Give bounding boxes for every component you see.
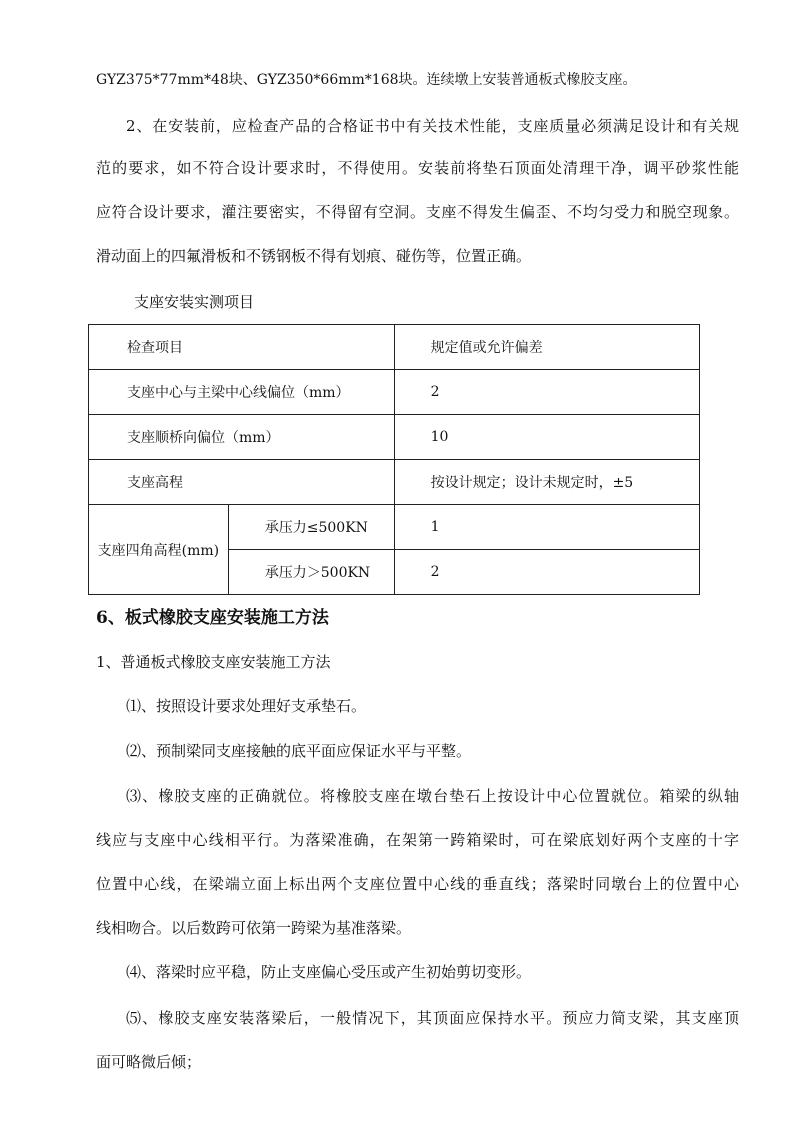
sub-value: 1 [394, 505, 699, 550]
table-row [89, 460, 700, 505]
header-item: 检查项目 [89, 325, 395, 370]
step-3-line-3: 位置中心线，在梁端立面上标出两个支座位置中心线的垂直线；落梁时同墩台上的位置中心 [96, 875, 739, 893]
row-value: 按设计规定；设计未规定时，±5 [394, 460, 699, 505]
row-value: 2 [394, 370, 699, 415]
row-item: 支座顺桥向偏位（mm） [89, 415, 395, 460]
sub-value: 2 [394, 550, 699, 595]
step-3-line-2: 线应与支座中心线相平行。为落梁准确，在架第一跨箱梁时，可在梁底划好两个支座的十字 [96, 831, 739, 849]
step-1: ⑴、按照设计要求处理好支承垫石。 [126, 697, 367, 715]
table-row [89, 370, 700, 415]
para2-line-1: 2、在安装前，应检查产品的合格证书中有关技术性能，支座质量必须满足设计和有关规 [126, 117, 739, 135]
row-item: 支座中心与主梁中心线偏位（mm） [89, 370, 395, 415]
section-heading: 6、板式橡胶支座安装施工方法 [96, 608, 329, 628]
table-row [89, 505, 700, 550]
row-item: 支座高程 [89, 460, 395, 505]
table-row [89, 415, 700, 460]
step-5-line-1: ⑸、橡胶支座安装落梁后，一般情况下，其顶面应保持水平。预应力简支梁，其支座顶 [126, 1009, 739, 1027]
row-value: 10 [394, 415, 699, 460]
header-value: 规定值或允许偏差 [394, 325, 699, 370]
table-header-row [89, 325, 700, 370]
para2-line-3: 应符合设计要求，灌注要密实，不得留有空洞。支座不得发生偏歪、不均匀受力和脱空现象。 [96, 203, 739, 221]
paragraph-top: GYZ375*77mm*48块、GYZ350*66mm*168块。连续墩上安装普通板式橡胶支座。 [96, 72, 637, 88]
table-caption: 支座安装实测项目 [134, 293, 255, 311]
inspection-table [88, 324, 700, 595]
step-3-line-1: ⑶、橡胶支座的正确就位。将橡胶支座在墩台垫石上按设计中心位置就位。箱梁的纵轴 [126, 787, 739, 805]
sub-condition: 承压力＞500KN [228, 550, 394, 595]
step-3-line-4: 线相吻合。以后数跨可依第一跨梁为基准落梁。 [96, 919, 412, 937]
step-2: ⑵、预制梁同支座接触的底平面应保证水平与平整。 [126, 742, 472, 760]
step-5-line-2: 面可略微后倾； [96, 1053, 202, 1071]
subheading: 1、普通板式橡胶支座安装施工方法 [96, 653, 331, 671]
merged-item: 支座四角高程(mm) [89, 505, 229, 595]
sub-condition: 承压力≤500KN [228, 505, 394, 550]
para2-line-2: 范的要求，如不符合设计要求时，不得使用。安装前将垫石顶面处清理干净，调平砂浆性能 [96, 159, 739, 177]
step-4: ⑷、落梁时应平稳，防止支座偏心受压或产生初始剪切变形。 [126, 963, 532, 981]
para2-line-4: 滑动面上的四氟滑板和不锈钢板不得有划痕、碰伤等，位置正确。 [96, 247, 532, 265]
